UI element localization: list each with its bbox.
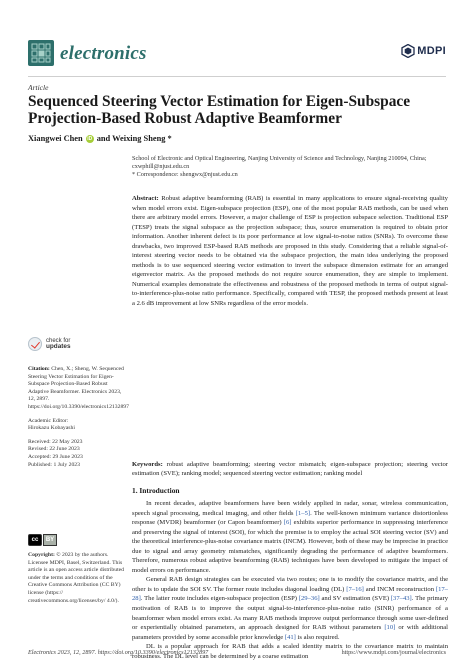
footer-url[interactable]: https://www.mdpi.com/journal/electronics	[341, 649, 446, 656]
article-type: Article	[28, 83, 49, 92]
date-received: Received: 22 May 2023	[28, 438, 83, 445]
by-icon: BY	[43, 534, 57, 546]
editor-block	[28, 418, 124, 433]
check-for-updates-button[interactable]	[28, 337, 71, 351]
date-accepted: Accepted: 29 June 2023	[28, 453, 83, 460]
text-run: is also required.	[295, 633, 340, 641]
text-run: exhibits superior performance in suppressing interference and preserving the signal of interest (SOI), for which the premise is to employ the actual SOI steering vector (SV) and the theoretical interference-plus-noise covariance matrix (INCM). However, both of these may be imprecise in practice due to signal and array geometry mismatches, significantly degrading the performance of adaptive beamformers. Therefore, numerous robust adaptive beamforming (RAB) techniques have been developed to mitigate the impact of model errors on performance.	[132, 519, 448, 574]
mdpi-logo-icon	[401, 44, 415, 58]
editor-label: Academic Editor:	[28, 417, 69, 424]
citation-link[interactable]: [17–28]	[132, 585, 448, 603]
citation-link[interactable]: [6]	[283, 519, 292, 527]
paragraph	[132, 575, 448, 642]
journal-name: electronics	[60, 43, 147, 64]
text-run: and INCM reconstruction	[363, 585, 436, 593]
citation-link[interactable]: [29–36]	[298, 595, 320, 603]
page-footer	[28, 649, 446, 656]
citation-link[interactable]: [7–16]	[346, 585, 364, 593]
affiliations	[132, 155, 450, 180]
copyright-notice	[28, 552, 124, 605]
check-line-2: updates	[46, 343, 71, 350]
paragraph	[132, 499, 448, 575]
citation-link[interactable]: [10]	[384, 624, 396, 632]
publisher-logo	[401, 44, 446, 58]
footer-citation[interactable]: Electronics 2023, 12, 2897. https://doi.org/10.3390/electronics12132897	[28, 649, 209, 656]
citation-link[interactable]: [37–43]	[390, 595, 412, 603]
paragraph: DL is a popular approach for RAB that adds a scaled identity matrix to the covariance matrix to maintain robustness. The DL level can be determined by a coarse estimation	[132, 643, 448, 660]
article-title: Sequenced Steering Vector Estimation for Eigen-Subspace Projection-Based Robust Adaptive Beamformer	[28, 93, 411, 127]
header-divider	[28, 76, 446, 77]
text-run: . The well-known minimum variance distortionless response (MVDR) beamformer (or Capon beamformer)	[132, 509, 448, 527]
orcid-icon[interactable]: iD	[87, 135, 93, 142]
correspondence: * Correspondence: shengwx@njust.edu.cn	[132, 171, 238, 179]
abstract-label: Abstract:	[132, 195, 159, 202]
sidebar-metadata	[28, 366, 129, 475]
author-email[interactable]: cxwphill@njust.edu.cn	[132, 163, 190, 171]
cc-icon: cc	[28, 534, 42, 546]
citation-link[interactable]: [1–5]	[295, 509, 311, 517]
keywords-text: robust adaptive beamforming; steering vector mismatch; eigen-subspace projection; steering vector estimation (SVE); ranking model; sequenced steering vector estimation; ranking model	[132, 461, 449, 478]
author-line	[28, 134, 172, 143]
check-line-1: check for	[46, 337, 71, 344]
text-run: or with additional parameters provided by some accessible prior knowledge	[132, 624, 448, 641]
citation-text: Chen, X.; Sheng, W. Sequenced Steering Vector Estimation for Eigen-Subspace Projection-Based Robust Adaptive Beamformer. Electronics 2023, 12, 2897. https://doi.org/10.3390/electronics12132897	[28, 366, 129, 410]
date-published: Published: 1 July 2023	[28, 461, 80, 468]
citation-label: Citation:	[28, 366, 50, 372]
citation-block	[28, 366, 129, 412]
editor-name: Hirokazu Kobayashi	[28, 425, 75, 432]
affiliation-line: School of Electronic and Optical Engineering, Nanjing University of Science and Technology, Nanjing 210094, China;	[132, 155, 427, 162]
text-run: and SV estimation (SVE)	[319, 595, 391, 603]
section-title: 1. Introduction	[132, 486, 180, 495]
text-run: General RAB design strategies can be executed via two routes; one is to modify the covariance matrix, and the other is to update the SOI SV. The former route includes diagonal loading (DL)	[132, 576, 448, 593]
date-revised: Revised: 22 June 2023	[28, 446, 80, 453]
journal-logo-icon	[28, 40, 54, 66]
check-for-updates-label	[46, 338, 71, 351]
abstract	[132, 194, 448, 309]
author-rest: and Weixing Sheng *	[96, 134, 172, 143]
keywords-label: Keywords:	[132, 461, 163, 468]
text-run: . The latter route includes eigen-subspace projection (ESP)	[140, 595, 299, 603]
keywords	[132, 460, 448, 479]
abstract-text: Robust adaptive beamforming (RAB) is essential in many applications to ensure signal-receiving quality when model errors exist. Eigen-subspace projection (ESP), one of the most popular RAB methods, can be used when there are arbitrary model errors. However, a major challenge of ESP is projection subspace selection. Traditional ESP (TESP) treats the signal subspace as the projection subspace; thus, source enumeration is required to obtain prior information. Another inherent defect is its poor performance at low signal-to-noise ratios (SNRs). To overcome these drawbacks, two improved ESP-based RAB methods are proposed in this study. Considering that a reliable signal-of-interest steering vector needs to be obtained via the subspace projection, the main idea underlying the proposed methods is to use sequenced steering vector estimation to invert the subspace dimension estimate for an arranged eigenvector matrix. As the proposed methods do not require source enumeration, they are simple to implement. Numerical examples demonstrate the effectiveness and robustness of the proposed methods in terms of output signal-to-interference-plus-noise ratio performance. Specifically, compared with TESP, the proposed methods present at least a 2.6 dB improvement at low SNRs regardless of the error models.	[132, 195, 448, 308]
text-run: In recent decades, adaptive beamformers have been widely applied in radar, sonar, wireless communication, speech signal processing, medical imaging, and other fields	[132, 500, 448, 517]
cc-license-badge[interactable]	[28, 534, 57, 546]
copyright-text: © 2023 by the authors. Licensee MDPI, Basel, Switzerland. This article is an open access article distributed under the terms and conditions of the Creative Commons Attribution (CC BY) license (https:// creativecommons.org/licenses/by/ 4.0/).	[28, 552, 125, 604]
author-first: Xiangwei Chen	[28, 134, 83, 143]
citation-link[interactable]: [41]	[284, 633, 296, 641]
publisher-name: MDPI	[417, 45, 446, 57]
section-body	[132, 499, 448, 661]
copyright-label: Copyright:	[28, 552, 55, 558]
text-run: . The primary motivation of RAB is to improve the output signal-to-interference-plus-noise ratio (SINR) performance of a beamformer when model errors exist. As many RAB methods improve output performance through some user-defined or experientially obtained parameters, an approach designed for RAB without parameters	[132, 595, 449, 632]
check-icon	[28, 337, 42, 351]
dates-block	[28, 439, 124, 469]
